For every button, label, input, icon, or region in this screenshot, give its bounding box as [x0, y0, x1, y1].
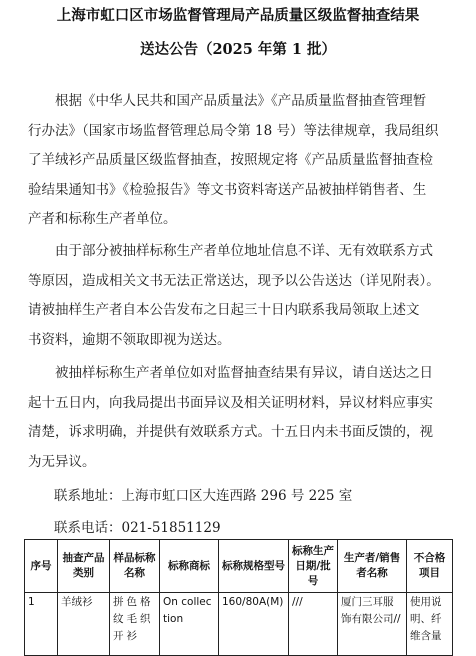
- text-line: 产者和标称生产者单位。: [28, 211, 177, 227]
- cell-product-category: 羊绒衫: [58, 593, 110, 656]
- header-serial-no: 序号: [25, 540, 58, 593]
- text-line: 等原因，造成相关文书无法正常送达，现予以公告送达（详见附表）。: [28, 272, 440, 289]
- cell-serial-no: 1: [25, 593, 58, 656]
- paragraph-objection: [28, 359, 433, 477]
- text-line: 为无异议。: [28, 453, 96, 470]
- table-header-row: [25, 540, 453, 593]
- cell-failed-items: 使用说明、纤维含量: [407, 593, 453, 656]
- text-line: 清楚，诉求明确，并提供有效联系方式。十五日内未书面反馈的，视: [28, 424, 433, 440]
- contact-address: 联系地址：上海市虹口区大连西路 296 号 225 室: [54, 488, 353, 504]
- cell-brand: On collection: [160, 593, 219, 656]
- sampling-results-table: [24, 539, 453, 656]
- text-line: 起十五日内，向我局提出书面异议及相关证明材料，异议材料应事实: [28, 394, 433, 411]
- header-producer-seller: 生产者/销售者名称: [338, 540, 407, 593]
- text-line: 根据《中华人民共和国产品质量法》《产品质量监督抽查管理暂: [28, 93, 427, 109]
- contact-phone: 联系电话：021-51851129: [54, 520, 221, 536]
- header-brand: 标称商标: [160, 540, 219, 593]
- paragraph-legal-basis: [28, 87, 439, 235]
- text-line: 请被抽样生产者自本公告发布之日起三十日内联系我局领取上述文: [28, 302, 420, 318]
- header-sample-name: 样品标称名称: [110, 540, 160, 593]
- table-row: [25, 593, 453, 656]
- text-line: 书资料，逾期不领取即视为送达。: [28, 331, 231, 348]
- text-line: 被抽样标称生产者单位如对监督抽查结果有异议，请自送达之日: [28, 365, 433, 381]
- header-spec-model: 标称规格型号: [219, 540, 289, 593]
- cell-producer-seller: 厦门三耳服饰有限公司//: [338, 593, 407, 656]
- announcement-title-line2: 送达公告（2025 年第 1 批）: [139, 41, 337, 58]
- announcement-title-line1: 上海市虹口区市场监督管理局产品质量区级监督抽查结果: [56, 7, 420, 24]
- cell-sample-name: 拼色格纹毛织开衫: [110, 593, 160, 656]
- cell-production-date-batch: ///: [289, 593, 338, 656]
- text-line: 行办法》（国家市场监督管理总局令第 18 号）等法律规章，我局组织: [28, 122, 439, 139]
- text-line: 验结果通知书》《检验报告》等文书资料寄送产品被抽样销售者、生: [28, 181, 427, 198]
- text-line: 了羊绒衫产品质量区级监督抽查，按照规定将《产品质量监督抽查检: [28, 152, 433, 168]
- cell-spec-model: 160/80A(M): [219, 593, 289, 656]
- header-failed-items: 不合格项目: [407, 540, 453, 593]
- header-product-category: 抽查产品类别: [58, 540, 110, 593]
- text-line: 由于部分被抽样标称生产者单位地址信息不详、无有效联系方式: [28, 243, 433, 259]
- header-production-date-batch: 标称生产日期/批号: [289, 540, 338, 593]
- paragraph-service-notice: [28, 237, 440, 355]
